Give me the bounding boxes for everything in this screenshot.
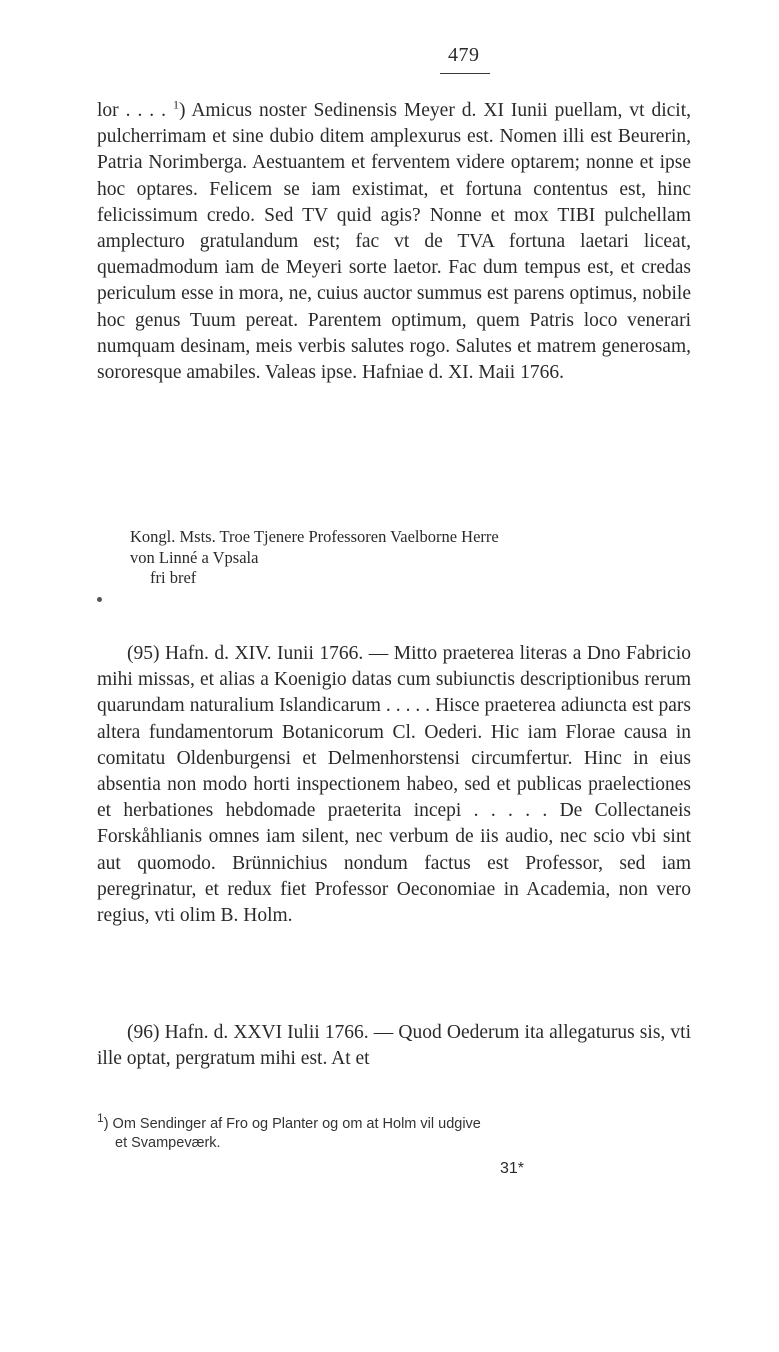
paragraph-letter-95: (95) Hafn. d. XIV. Iunii 1766. — Mitto praeterea literas a Dno Fabricio mihi missas, et alias a Koenigio datas cum subiunctis descriptionibus rerum quarundam naturalium Islandicarum . . . . . Hisce praeterea adiuncta est pars altera fundamentorum Botanicorum Cl. Oederi. Hic iam Florae causa in comitatu Oldenburgensi et Delmenhorstensi circumfertur. Hinc in eius absentia non modo horti inspectionem habeo, sed et publicas praelectiones et herbationes hebdomade praeterita incepi . . . . . De Collectaneis Forskåhlianis omnes iam silent, nec verbum de iis audio, nec scio vbi sint aut quomodo. Brünnichius nondum factus est Professor, sed iam peregrinatur, et redux fiet Professor Oeconomiae in Academia, non vero regius, vti olim B. Holm.	[97, 643, 691, 927]
paragraph-letter-94-end	[97, 98, 691, 386]
paragraph-body: ) Amicus noster Sedinensis Meyer d. XI Iunii puellam, vt dicit, pulcherrimam et sine dubio ditem amplexurus est. Nomen illi est Beurerin, Patria Norimberga. Aestuantem et ferventem videre optarem; nonne et ipse hoc optares. Felicem se iam existimat, et fortuna contentus est, hinc felicissimum credo. Sed TV quid agis? Nonne et mox TIBI pulchellam amplecturo gratulandum est; fac vt de TVA fortuna laetari liceat, quemadmodum iam de Meyeri sorte laetor. Fac dum tempus est, et credas periculum esse in mora, ne, cuius auctor summus est parens optimus, nobile hoc genus Tuum pereat. Parentem optimum, quem Patris loco venerari numquam desinam, meis verbis salutes rogo. Salutes et matrem generosam, sororesque amabiles. Valeas ipse. Hafniae d. XI. Maii 1766.	[97, 100, 691, 384]
page-number: 479	[448, 44, 480, 66]
page-number-underline	[440, 73, 490, 74]
paragraph-lead: lor . . . .	[97, 100, 173, 121]
printer-signature-mark: 31*	[500, 1160, 525, 1177]
address-line: fri bref	[150, 568, 197, 587]
address-line: Kongl. Msts. Troe Tjenere Professoren Vaelborne Herre	[130, 527, 499, 546]
footnote-line	[97, 1111, 691, 1134]
footnote-text: ) Om Sendinger af Fro og Planter og om at Holm vil udgive	[103, 1116, 481, 1132]
address-block	[130, 527, 690, 589]
footnote-marker: 1	[97, 1111, 104, 1126]
footnote	[97, 1111, 691, 1152]
footnote-line: et Svampeværk.	[115, 1134, 221, 1151]
address-line: von Linné a Vpsala	[130, 547, 259, 567]
paragraph-letter-96: (96) Hafn. d. XXVI Iulii 1766. — Quod Oederum ita allegaturus sis, vti ille optat, pergratum mihi est. At et	[97, 1022, 691, 1070]
footnote-reference: 1	[172, 97, 179, 112]
ink-dot-mark	[97, 597, 102, 602]
